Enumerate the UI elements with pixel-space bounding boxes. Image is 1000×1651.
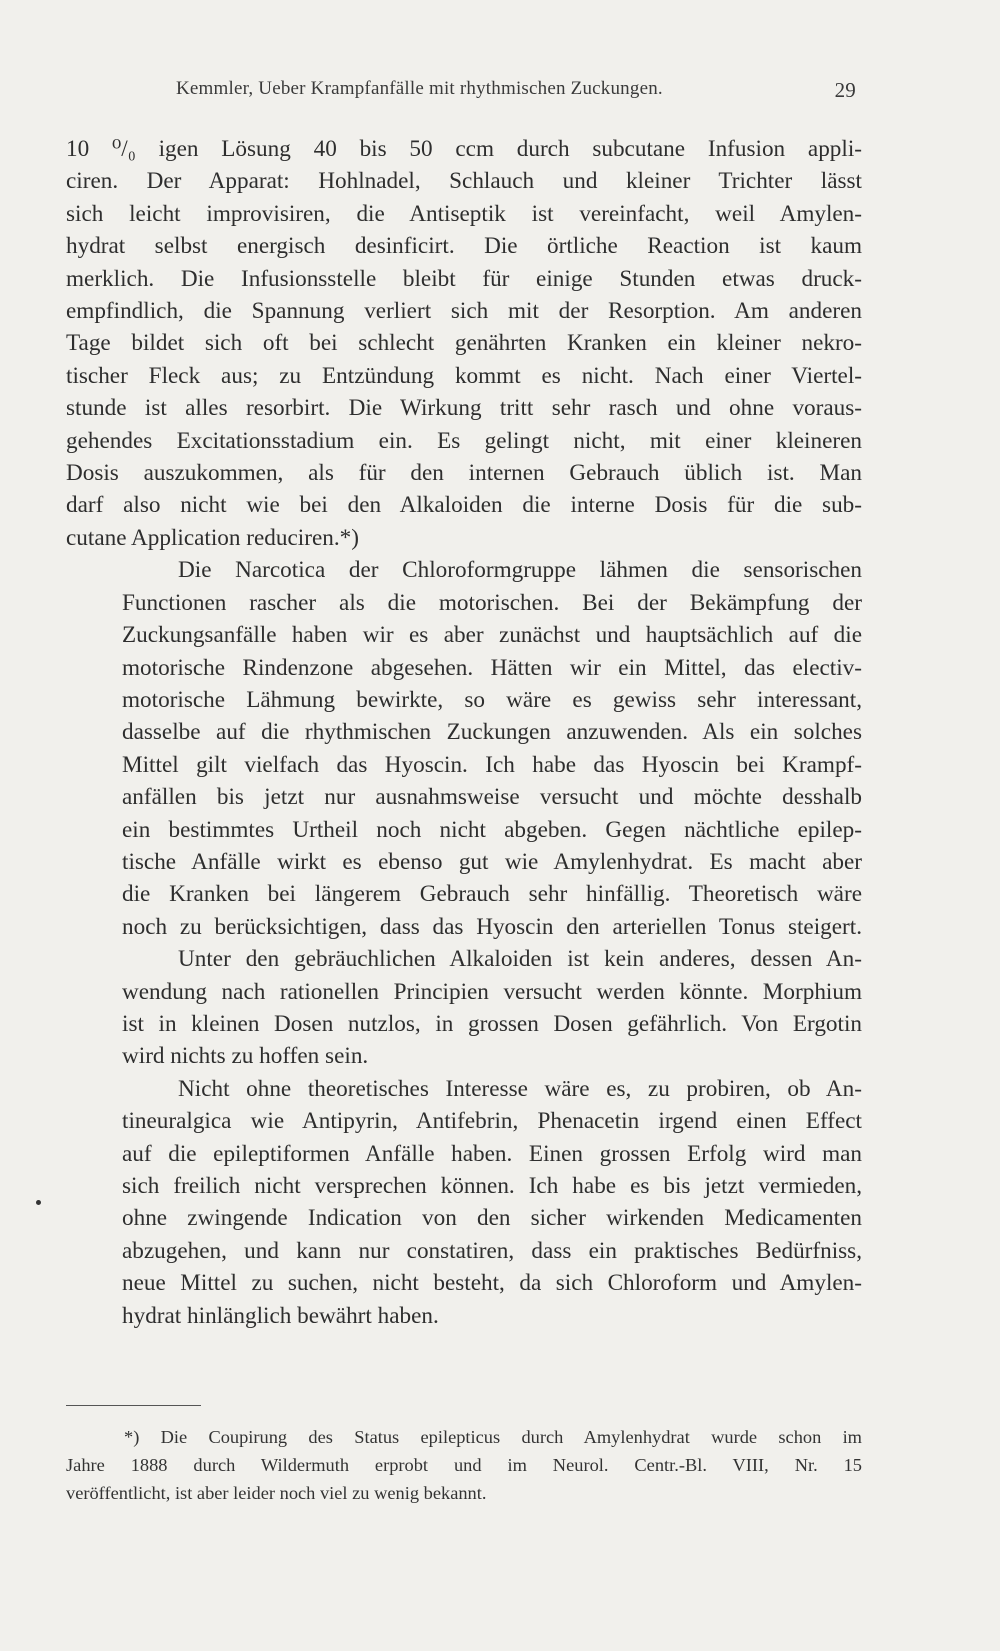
text-line: cutane Application reduciren.*) — [66, 524, 359, 551]
running-title: Kemmler, Ueber Krampfanfälle mit rhythmischen Zuckungen. — [176, 78, 663, 99]
paragraph-4 — [66, 1073, 862, 1332]
paragraph-3 — [66, 943, 862, 1073]
text-line: hydrat selbst energisch desinficirt. Die örtliche Reaction ist kaum — [66, 233, 862, 260]
text-line: noch zu berücksichtigen, dass das Hyoscin den arteriellen Tonus steigert. — [122, 913, 862, 940]
text-line: Unter den gebräuchlichen Alkaloiden ist kein anderes, dessen An- — [178, 946, 862, 973]
footnote — [66, 1423, 862, 1507]
margin-mark — [36, 1200, 41, 1205]
text-line: dasselbe auf die rhythmischen Zuckungen anzuwenden. Als ein solches — [122, 719, 862, 746]
running-head — [66, 78, 856, 108]
text-line: anfällen bis jetzt nur ausnahmsweise versucht und möchte desshalb — [122, 784, 862, 811]
text-line: auf die epileptiformen Anfälle haben. Einen grossen Erfolg wird man — [122, 1140, 862, 1167]
text-line: sich freilich nicht versprechen können. Ich habe es bis jetzt vermieden, — [122, 1173, 862, 1199]
text-line: tische Anfälle wirkt es ebenso gut wie Amylenhydrat. Es macht aber — [122, 848, 862, 875]
paragraph-1 — [66, 133, 862, 554]
text-line: Functionen rascher als die motorischen. Bei der Bekämpfung der — [122, 589, 862, 616]
text-line: gehendes Excitationsstadium ein. Es gelingt nicht, mit einer kleineren — [66, 427, 862, 454]
text-line: ein bestimmtes Urtheil noch nicht abgeben. Gegen nächtliche epilep- — [122, 816, 862, 843]
footnote-divider — [66, 1405, 201, 1406]
body-text — [66, 133, 862, 1332]
text-line: Nicht ohne theoretisches Interesse wäre es, zu probiren, ob An- — [178, 1075, 862, 1102]
text-line: tineuralgica wie Antipyrin, Antifebrin, Phenacetin irgend einen Effect — [122, 1108, 862, 1135]
text-line: motorische Rindenzone abgesehen. Hätten wir ein Mittel, das electiv- — [122, 654, 862, 681]
text-line: Dosis auszukommen, als für den internen Gebrauch üblich ist. Man — [66, 460, 862, 487]
page-number: 29 — [834, 78, 856, 102]
text-line: stunde ist alles resorbirt. Die Wirkung tritt sehr rasch und ohne voraus- — [66, 395, 862, 422]
text-line: Die Narcotica der Chloroformgruppe lähmen die sensorischen — [178, 557, 862, 584]
footnote-line: *) Die Coupirung des Status epilepticus durch Amylenhydrat wurde schon im — [124, 1427, 862, 1447]
text-line: sich leicht improvisiren, die Antiseptik ist vereinfacht, weil Amylen- — [66, 200, 862, 227]
text-line: ohne zwingende Indication von den sicher wirkenden Medicamenten — [122, 1205, 862, 1232]
text-line: merklich. Die Infusionsstelle bleibt für einige Stunden etwas druck- — [66, 265, 862, 292]
text-line: die Kranken bei längerem Gebrauch sehr hinfällig. Theoretisch wäre — [122, 881, 862, 908]
text-line: empfindlich, die Spannung verliert sich mit der Resorption. Am anderen — [66, 298, 862, 325]
text-line: darf also nicht wie bei den Alkaloiden die interne Dosis für die sub- — [66, 492, 862, 519]
footnote-line: veröffentlicht, ist aber leider noch viel zu wenig bekannt. — [66, 1483, 487, 1503]
text-line: Zuckungsanfälle haben wir es aber zunächst und hauptsächlich auf die — [122, 622, 862, 649]
text-line: ist in kleinen Dosen nutzlos, in grossen Dosen gefährlich. Von Ergotin — [122, 1010, 862, 1037]
text-line: Mittel gilt vielfach das Hyoscin. Ich habe das Hyoscin bei Krampf- — [122, 751, 862, 778]
text-line: tischer Fleck aus; zu Entzündung kommt es nicht. Nach einer Viertel- — [66, 362, 862, 389]
text-line: Tage bildet sich oft bei schlecht genährten Kranken ein kleiner nekro- — [66, 330, 862, 357]
text-line: motorische Lähmung bewirkte, so wäre es gewiss sehr interessant, — [122, 686, 862, 713]
text-line: ciren. Der Apparat: Hohlnadel, Schlauch und kleiner Trichter lässt — [66, 168, 862, 195]
text-line: wendung nach rationellen Principien versucht werden könnte. Morphium — [122, 978, 862, 1005]
text-line: 10 ⁰/₀ igen Lösung 40 bis 50 ccm durch subcutane Infusion appli- — [66, 136, 862, 162]
text-line: wird nichts zu hoffen sein. — [122, 1043, 369, 1070]
paragraph-2 — [66, 554, 862, 943]
footnote-line: Jahre 1888 durch Wildermuth erprobt und im Neurol. Centr.-Bl. VIII, Nr. 15 — [66, 1455, 862, 1475]
text-line: hydrat hinlänglich bewährt haben. — [122, 1302, 439, 1329]
text-line: neue Mittel zu suchen, nicht besteht, da sich Chloroform und Amylen- — [122, 1270, 862, 1297]
text-line: abzugehen, und kann nur constatiren, dass ein praktisches Bedürfniss, — [122, 1237, 862, 1264]
